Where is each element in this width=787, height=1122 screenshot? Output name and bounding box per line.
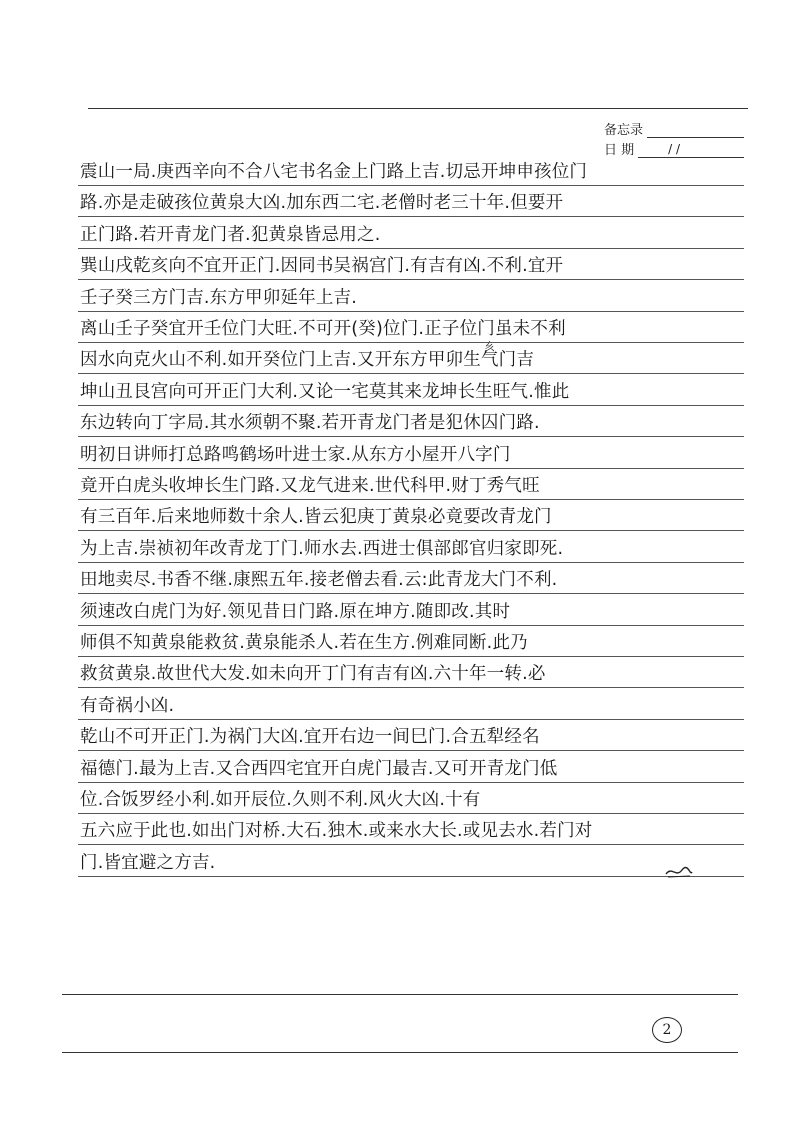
- date-label: 日 期: [604, 143, 635, 158]
- signature-scribble: [664, 864, 694, 880]
- margin-annotation: 亥: [484, 340, 495, 353]
- ruled-line: [78, 311, 744, 312]
- text-line: 东边转向丁字局.其水须朝不聚.若开青龙门者是犯休囚门路.: [80, 413, 540, 434]
- text-line: 因水向克火山不利.如开癸位门上吉.又开东方甲卯生气门吉: [80, 350, 535, 371]
- ruled-line: [78, 750, 744, 751]
- text-line: 须速改白虎门为好.领见昔日门路.原在坤方.随即改.其时: [80, 601, 511, 622]
- ruled-line: [78, 593, 744, 594]
- text-line: 乾山不可开正门.为祸门大凶.宜开右边一间巳门.合五犁经名: [80, 727, 540, 748]
- ruled-line: [78, 185, 744, 186]
- text-line: 竟开白虎头收坤长生门路.又龙气进来.世代科甲.财丁秀气旺: [80, 476, 540, 496]
- ruled-line: [78, 782, 744, 783]
- ruled-line: [78, 216, 744, 217]
- text-line: 五六应于此也.如出门对桥.大石.独木.或来水大长.或见去水.若门对: [80, 821, 593, 842]
- ruled-line: [78, 876, 744, 877]
- text-line: 田地卖尽.书香不继.康熙五年.接老僧去看.云:此青龙大门不利.: [80, 570, 558, 591]
- text-line: 巽山戌乾亥向不宜开正门.因同书吴祸宫门.有吉有凶.不利.宜开: [80, 256, 564, 277]
- date-blank: [638, 144, 744, 158]
- ruled-line: [78, 248, 744, 249]
- text-line: 离山壬子癸宜开壬位门大旺.不可开(癸)位门.正子位门虽未不利: [80, 319, 566, 339]
- ruled-line: [78, 373, 744, 374]
- text-line: 震山一局.庚西辛向不合八宅书名金上门路上吉.切忌开坤申孩位门: [80, 162, 588, 182]
- text-line: 有奇祸小凶.: [80, 695, 175, 716]
- memo-label: 备忘录: [604, 123, 644, 138]
- bottom-rule-1: [62, 994, 738, 995]
- memo-row: [604, 121, 744, 141]
- date-row: [604, 141, 744, 161]
- ruled-line: [78, 499, 744, 500]
- ruled-line: [78, 436, 744, 437]
- memo-header: [604, 121, 744, 161]
- ruled-line: [78, 687, 744, 688]
- text-line: 救贫黄泉.故世代大发.如未向开丁门有吉有凶.六十年一转.必: [80, 664, 546, 685]
- ruled-line: [78, 625, 744, 626]
- text-line: 正门路.若开青龙门者.犯黄泉皆忌用之.: [80, 224, 381, 245]
- ruled-line: [78, 405, 744, 406]
- text-line: 门.皆宜避之方吉.: [80, 852, 216, 873]
- ruled-line: [78, 844, 744, 845]
- text-line: 位.合饭罗经小利.如开辰位.久则不利.风火大凶.十有: [80, 790, 481, 810]
- ruled-line: [78, 813, 744, 814]
- text-line: 路.亦是走破孩位黄泉大凶.加东西二宅.老僧时老三十年.但要开: [80, 193, 564, 214]
- ruled-line: [78, 530, 744, 531]
- ruled-line: [78, 468, 744, 469]
- bottom-rule-2: [62, 1052, 738, 1053]
- ruled-line: [78, 656, 744, 657]
- text-line: 有三百年.后来地师数十余人.皆云犯庚丁黄泉必竟要改青龙门: [80, 507, 552, 528]
- memo-blank: [647, 124, 744, 138]
- text-line: 明初日讲师打总路鸣鹤场叶进士家.从东方小屋开八字门: [80, 444, 511, 465]
- date-value: / /: [668, 142, 681, 156]
- ruled-line: [78, 562, 744, 563]
- text-line: 壬子癸三方门吉.东方甲卯延年上吉.: [80, 287, 358, 308]
- page-number: 2: [652, 1017, 682, 1043]
- text-line: 福德门.最为上吉.又合西四宅宜开白虎门最吉.又可开青龙门低: [80, 758, 558, 779]
- ruled-line: [78, 719, 744, 720]
- text-line: 坤山丑艮宫向可开正门大利.又论一宅莫其来龙坤长生旺气.惟此: [80, 381, 570, 402]
- text-line: 为上吉.崇祯初年改青龙丁门.师水去.西进士俱部郎官归家即死.: [80, 538, 564, 559]
- ruled-line: [78, 342, 744, 343]
- ruled-line: [78, 279, 744, 280]
- text-line: 师俱不知黄泉能救贫.黄泉能杀人.若在生方.例难同断.此乃: [80, 633, 528, 653]
- top-rule: [88, 108, 748, 109]
